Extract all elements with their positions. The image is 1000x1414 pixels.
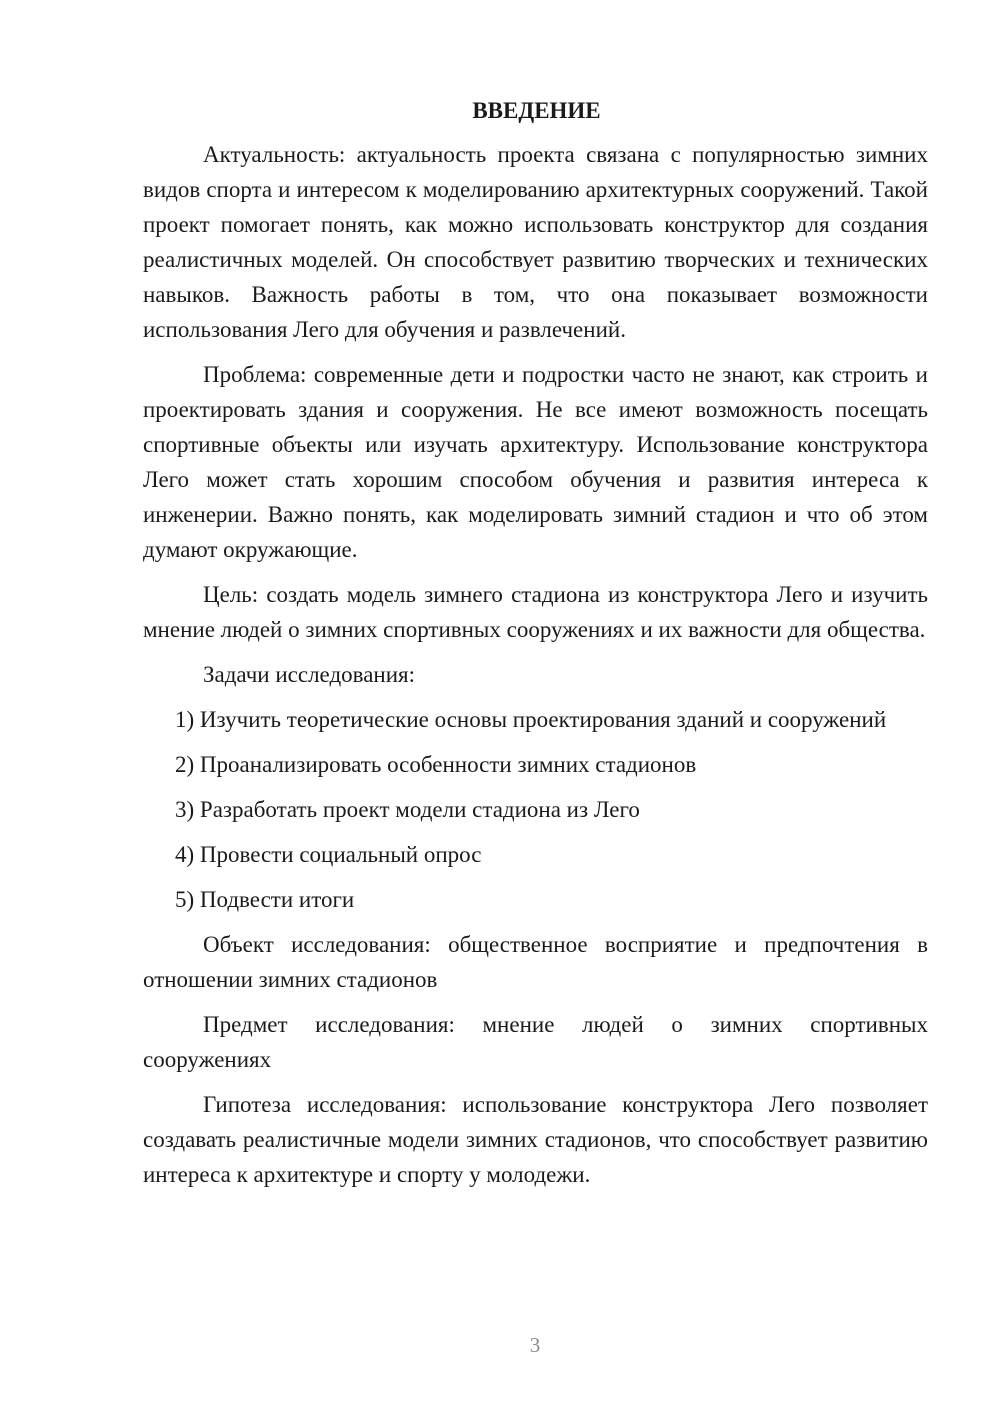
page-number: 3 (529, 1333, 541, 1357)
paragraph-object: Объект исследования: общественное восприятие и предпочтения в отношении зимних стадионов (143, 932, 928, 992)
task-item: 2) Проанализировать особенности зимних стадионов (175, 752, 697, 777)
document-page (143, 96, 928, 1202)
task-item: 1) Изучить теоретические основы проектирования зданий и сооружений (175, 707, 887, 732)
paragraph-subject: Предмет исследования: мнение людей о зимних спортивных сооружениях (143, 1012, 928, 1072)
task-item: 4) Провести социальный опрос (175, 842, 482, 867)
paragraph-goal: Цель: создать модель зимнего стадиона из конструктора Лего и изучить мнение людей о зимних спортивных сооружениях и их важности для общества. (143, 582, 928, 642)
task-item: 3) Разработать проект модели стадиона из Лего (175, 797, 640, 822)
paragraph-problem: Проблема: современные дети и подростки часто не знают, как строить и проектировать здания и сооружения. Не все имеют возможность посещать спортивные объекты или изучать архитектуру. Использование конструктора Лего может стать хорошим способом обучения и развития интереса к инженерии. Важно понять, как моделировать зимний стадион и что об этом думают окружающие. (143, 362, 928, 562)
tasks-label: Задачи исследования: (203, 662, 416, 687)
paragraph-hypothesis: Гипотеза исследования: использование конструктора Лего позволяет создавать реалистичные модели зимних стадионов, что способствует развитию интереса к архитектуре и спорту у молодежи. (143, 1092, 928, 1187)
paragraph-relevance: Актуальность: актуальность проекта связана с популярностью зимних видов спорта и интересом к моделированию архитектурных сооружений. Такой проект помогает понять, как можно использовать конструктор для создания реалистичных моделей. Он способствует развитию творческих и технических навыков. Важность работы в том, что она показывает возможности использования Лего для обучения и развлечений. (143, 142, 928, 342)
task-item: 5) Подвести итоги (175, 887, 355, 912)
section-title: ВВЕДЕНИЕ (472, 98, 601, 123)
